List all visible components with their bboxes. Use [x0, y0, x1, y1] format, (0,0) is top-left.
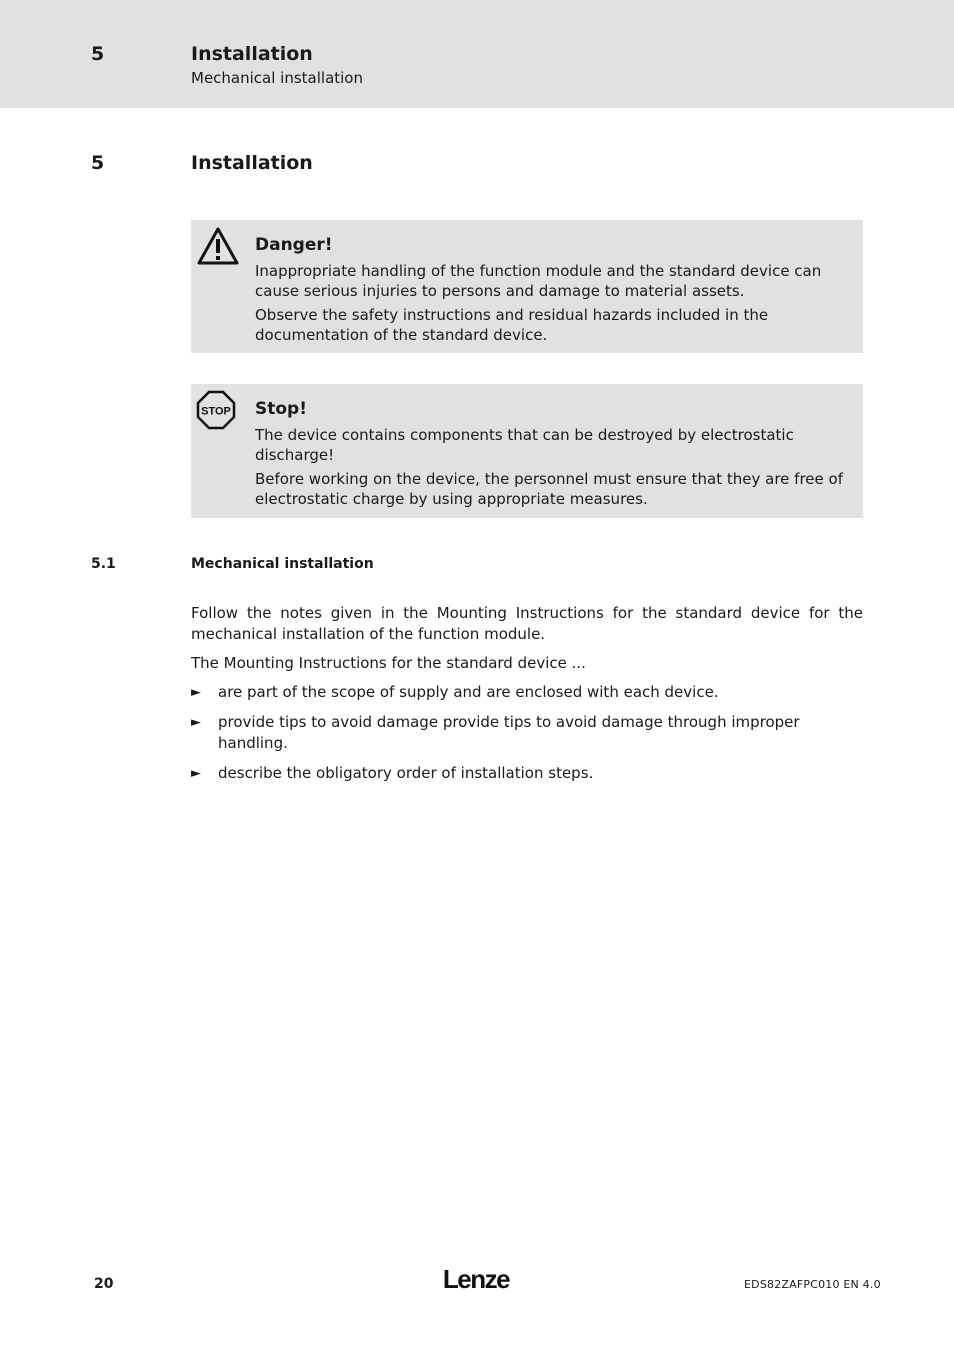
- list-item: [191, 682, 863, 703]
- danger-paragraph: Observe the safety instructions and residual hazards included in the documentation of the standard device.: [255, 306, 769, 344]
- bullet-list: [191, 682, 863, 784]
- lead-paragraph: The Mounting Instructions for the standard device ...: [191, 654, 586, 672]
- warning-triangle-icon: [196, 226, 240, 270]
- danger-paragraph: Inappropriate handling of the function module and the standard device can cause serious injuries to persons and damage to material assets.: [255, 262, 822, 300]
- stop-notice: [191, 384, 863, 518]
- danger-title: Danger!: [255, 235, 333, 255]
- header-chapter-number: 5: [91, 43, 105, 65]
- section-number: 5: [91, 152, 105, 174]
- document-id: EDS82ZAFPC010 EN 4.0: [744, 1278, 881, 1291]
- header-chapter-title: Installation: [191, 43, 313, 65]
- bullet-arrow-icon: ►: [191, 766, 201, 781]
- list-item-text: are part of the scope of supply and are enclosed with each device.: [218, 683, 719, 701]
- header-section-subtitle: Mechanical installation: [191, 69, 363, 87]
- list-item: [191, 763, 863, 784]
- page-number: 20: [94, 1276, 114, 1292]
- bullet-arrow-icon: ►: [191, 685, 201, 700]
- danger-notice: [191, 220, 863, 353]
- list-item-text: provide tips to avoid damage provide tips to avoid damage through improper handling.: [218, 713, 800, 752]
- body-content: [191, 603, 863, 793]
- subsection-number: 5.1: [91, 556, 116, 572]
- stop-sign-icon: [196, 390, 236, 434]
- stop-sign-label: STOP: [201, 405, 231, 418]
- subsection-title: Mechanical installation: [191, 556, 374, 572]
- stop-paragraph: Before working on the device, the personnel must ensure that they are free of electrostatic charge by using appropriate measures.: [255, 470, 843, 508]
- list-item-text: describe the obligatory order of installation steps.: [218, 764, 594, 782]
- bullet-arrow-icon: ►: [191, 715, 201, 730]
- running-header: [0, 0, 954, 108]
- stop-paragraph: The device contains components that can be destroyed by electrostatic discharge!: [255, 426, 794, 464]
- lenze-logo: [436, 1264, 516, 1298]
- stop-title: Stop!: [255, 399, 307, 419]
- intro-paragraph: Follow the notes given in the Mounting Instructions for the standard device for the mechanical installation of the function module.: [191, 604, 863, 643]
- list-item: [191, 712, 863, 754]
- logo-text: Lenze: [442, 1264, 510, 1294]
- section-title: Installation: [191, 152, 313, 174]
